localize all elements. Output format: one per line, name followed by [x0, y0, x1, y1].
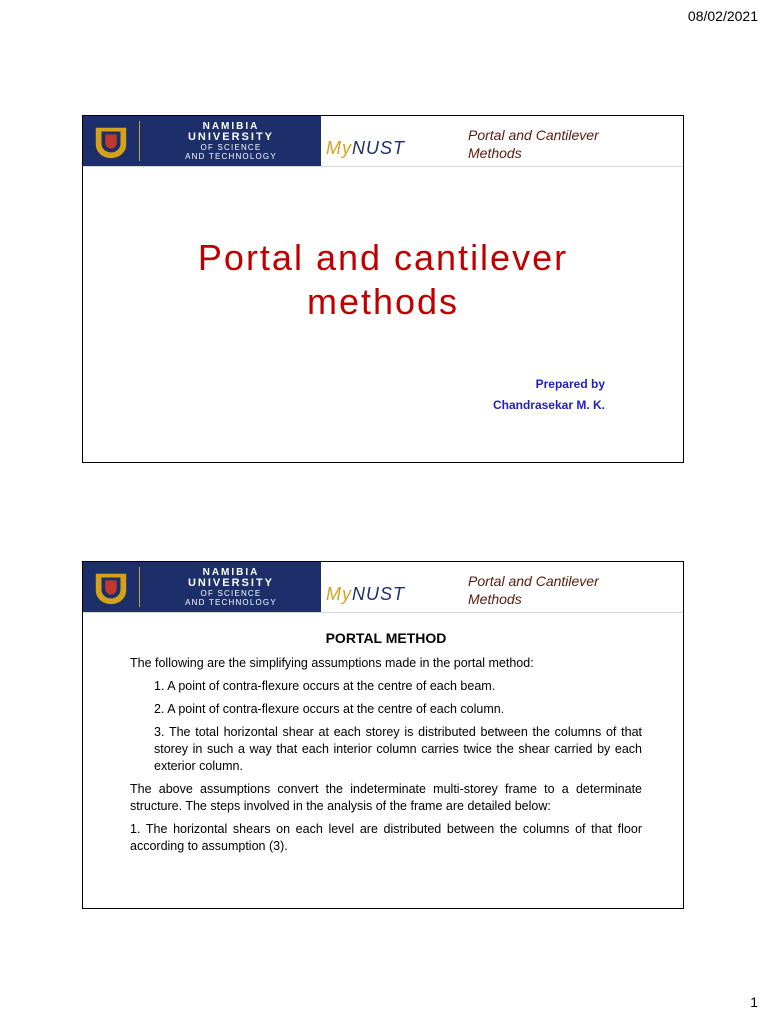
author-name: Chandrasekar M. K.: [492, 398, 605, 412]
university-line-2: UNIVERSITY: [187, 576, 274, 589]
slide-header: [83, 116, 683, 167]
university-line-2: UNIVERSITY: [187, 130, 274, 143]
slide-topic-tag: [468, 126, 668, 162]
university-line-3: OF SCIENCE: [200, 142, 262, 152]
university-line-3: OF SCIENCE: [200, 588, 262, 598]
logo-separator: [139, 121, 140, 161]
section-heading: PORTAL METHOD: [325, 630, 447, 646]
slide-topic-line-2: Methods: [468, 591, 522, 607]
shield-logo-icon: [83, 562, 139, 612]
university-logo-band: [83, 562, 321, 612]
slide-1: [82, 115, 684, 463]
slide-title-line-2: methods: [306, 281, 460, 322]
assumption-item-3: 3. The total horizontal shear at each storey is distributed between the columns of that storey in such a way that each interior column carries twice the shear carried by each exterior column.: [154, 725, 642, 773]
slide-header: [83, 562, 683, 613]
header-date: 08/02/2021: [687, 8, 758, 24]
university-name: [146, 568, 316, 607]
university-line-4: AND TECHNOLOGY: [185, 151, 277, 161]
slide-topic-line-2: Methods: [468, 145, 522, 161]
step-item-1: 1. The horizontal shears on each level are distributed between the columns of that floor according to assumption (3).: [130, 822, 642, 853]
slide-content: [130, 630, 642, 861]
slide-2: [82, 561, 684, 909]
university-name: [146, 122, 316, 161]
university-logo-band: [83, 116, 321, 166]
logo-separator: [139, 567, 140, 607]
mynust-logo: MyNUST: [326, 138, 405, 158]
intro-paragraph: The following are the simplifying assumptions made in the portal method:: [130, 656, 534, 670]
assumption-item-2: 2. A point of contra-flexure occurs at the centre of each column.: [154, 702, 505, 716]
body-paragraph: The above assumptions convert the indeterminate multi-storey frame to a determinate structure. The steps involved in the analysis of the frame are detailed below:: [130, 782, 642, 813]
mynust-logo: MyNUST: [326, 584, 405, 604]
university-line-4: AND TECHNOLOGY: [185, 597, 277, 607]
author-block: [493, 374, 605, 416]
prepared-by-label: Prepared by: [535, 377, 605, 391]
university-line-1: NAMIBIA: [202, 120, 260, 132]
assumption-item-1: 1. A point of contra-flexure occurs at the centre of each beam.: [154, 679, 496, 693]
slide-topic-line-1: Portal and Cantilever: [468, 127, 599, 143]
university-line-1: NAMIBIA: [202, 566, 260, 578]
slide-title-line-1: Portal and cantilever: [197, 237, 569, 278]
shield-logo-icon: [83, 116, 139, 166]
page-number: 1: [750, 994, 758, 1010]
slide-topic-tag: [468, 572, 668, 608]
slide-title: [83, 236, 683, 324]
slide-topic-line-1: Portal and Cantilever: [468, 573, 599, 589]
